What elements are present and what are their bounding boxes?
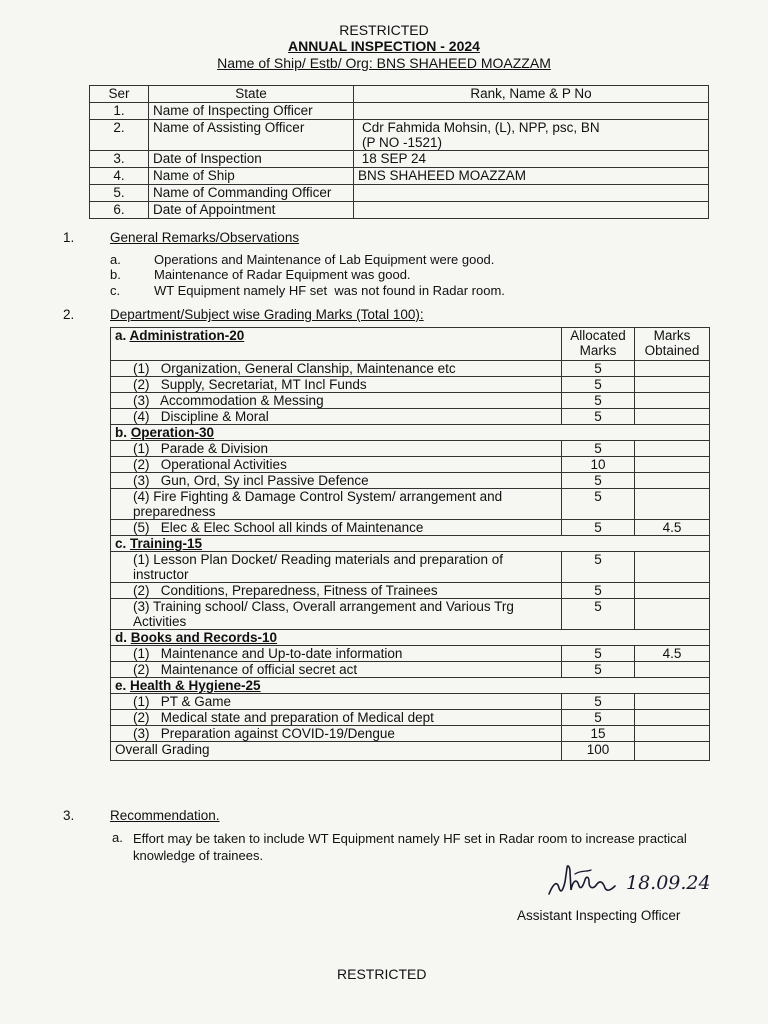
item-obtained	[635, 599, 710, 630]
info-ser: 1.	[90, 103, 149, 120]
info-value	[354, 202, 709, 219]
item-text: (2) Supply, Secretariat, MT Incl Funds	[111, 377, 562, 393]
info-state: Date of Inspection	[149, 151, 354, 168]
info-state: Name of Commanding Officer	[149, 185, 354, 202]
col-obtained-line1: Marks	[653, 328, 691, 343]
item-text: (3) Training school/ Class, Overall arrangement and Various Trg Activities	[111, 599, 562, 630]
col-allocated-line1: Allocated	[570, 328, 626, 343]
item-text: (1) Organization, General Clanship, Maintenance etc	[111, 361, 562, 377]
item-obtained	[635, 377, 710, 393]
remark-text: WT Equipment namely HF set was not found in Radar room.	[154, 283, 505, 298]
section-prefix: a.	[115, 328, 127, 343]
section2-number: 2.	[63, 307, 75, 322]
section-title: Administration-20	[129, 328, 245, 343]
item-obtained: 4.5	[635, 646, 710, 662]
item-obtained	[635, 662, 710, 678]
item-allocated: 5	[562, 583, 635, 599]
info-value	[354, 120, 709, 151]
info-ser: 6.	[90, 202, 149, 219]
grading-item-row	[111, 393, 710, 409]
signature-date: 18.09.24	[626, 872, 711, 894]
item-obtained	[635, 473, 710, 489]
item-allocated: 10	[562, 457, 635, 473]
signature-scribble	[545, 860, 630, 902]
section3-heading: Recommendation.	[110, 808, 220, 823]
section-title: Health & Hygiene-25	[130, 678, 261, 693]
section2-heading: Department/Subject wise Grading Marks (Total 100):	[110, 307, 424, 322]
item-allocated: 5	[562, 441, 635, 457]
info-row	[90, 120, 709, 151]
info-state: Name of Inspecting Officer	[149, 103, 354, 120]
item-allocated: 5	[562, 694, 635, 710]
info-table-header	[90, 86, 709, 103]
grading-item-row	[111, 599, 710, 630]
grading-item-row	[111, 694, 710, 710]
section-heading-training	[111, 536, 710, 552]
section-heading-books	[111, 630, 710, 646]
item-allocated: 5	[562, 361, 635, 377]
col-marks-obtained	[635, 328, 710, 361]
overall-label: Overall Grading	[111, 742, 562, 761]
info-row	[90, 151, 709, 168]
col-obtained-line2: Obtained	[644, 343, 700, 358]
grading-item-row	[111, 520, 710, 536]
section1-number: 1.	[63, 230, 75, 245]
info-row	[90, 168, 709, 185]
grading-item-row	[111, 646, 710, 662]
info-ser: 5.	[90, 185, 149, 202]
item-allocated: 5	[562, 409, 635, 425]
overall-allocated: 100	[562, 742, 635, 761]
remark-label: a.	[110, 252, 121, 267]
col-rank-name: Rank, Name & P No	[354, 86, 709, 103]
info-row	[90, 103, 709, 120]
item-obtained	[635, 552, 710, 583]
section-title: Books and Records-10	[130, 630, 278, 645]
section-heading-operation	[111, 425, 710, 441]
grading-item-row	[111, 361, 710, 377]
grading-section-row	[111, 425, 710, 441]
item-allocated: 5	[562, 473, 635, 489]
recommendation-label: a.	[112, 830, 123, 845]
item-text: (1) Parade & Division	[111, 441, 562, 457]
remark-text: Maintenance of Radar Equipment was good.	[154, 267, 411, 282]
item-text: (3) Gun, Ord, Sy incl Passive Defence	[111, 473, 562, 489]
info-row	[90, 202, 709, 219]
item-text: (4) Discipline & Moral	[111, 409, 562, 425]
item-allocated: 5	[562, 520, 635, 536]
grading-item-row	[111, 552, 710, 583]
col-ser: Ser	[90, 86, 149, 103]
grading-item-row	[111, 726, 710, 742]
info-ser: 2.	[90, 120, 149, 151]
overall-grading-row	[111, 742, 710, 761]
item-allocated: 5	[562, 662, 635, 678]
col-state: State	[149, 86, 354, 103]
col-allocated-marks	[562, 328, 635, 361]
item-text: (1) Maintenance and Up-to-date information	[111, 646, 562, 662]
item-obtained	[635, 393, 710, 409]
info-value	[354, 103, 709, 120]
grading-item-row	[111, 710, 710, 726]
item-text: (3) Accommodation & Messing	[111, 393, 562, 409]
info-value: BNS SHAHEED MOAZZAM	[354, 168, 709, 185]
item-allocated: 5	[562, 377, 635, 393]
grading-item-row	[111, 489, 710, 520]
grading-section-row	[111, 630, 710, 646]
item-text: (2) Operational Activities	[111, 457, 562, 473]
section-title: Operation-30	[130, 425, 215, 440]
item-obtained	[635, 457, 710, 473]
item-text: (3) Preparation against COVID-19/Dengue	[111, 726, 562, 742]
item-text: (2) Conditions, Preparedness, Fitness of Trainees	[111, 583, 562, 599]
recommendation-text: Effort may be taken to include WT Equipment namely HF set in Radar room to increase practical knowledge of trainees.	[133, 831, 687, 863]
item-obtained	[635, 489, 710, 520]
section-title: Training-15	[130, 536, 203, 551]
item-allocated: 5	[562, 599, 635, 630]
section3-number: 3.	[63, 808, 75, 823]
item-allocated: 5	[562, 489, 635, 520]
grading-section-row	[111, 536, 710, 552]
remark-label: c.	[110, 283, 121, 298]
grading-section-row	[111, 678, 710, 694]
remark-text: Operations and Maintenance of Lab Equipment were good.	[154, 252, 495, 267]
grading-item-row	[111, 583, 710, 599]
item-obtained	[635, 726, 710, 742]
item-obtained	[635, 583, 710, 599]
item-obtained	[635, 710, 710, 726]
item-allocated: 5	[562, 646, 635, 662]
item-text: (1) PT & Game	[111, 694, 562, 710]
item-text: (5) Elec & Elec School all kinds of Maintenance	[111, 520, 562, 536]
section1-heading: General Remarks/Observations	[110, 230, 300, 245]
info-value-line2: (P NO -1521)	[362, 135, 443, 150]
item-obtained	[635, 441, 710, 457]
item-text: (2) Medical state and preparation of Medical dept	[111, 710, 562, 726]
info-state: Name of Ship	[149, 168, 354, 185]
item-allocated: 5	[562, 393, 635, 409]
grading-item-row	[111, 409, 710, 425]
item-allocated: 15	[562, 726, 635, 742]
classification-top: RESTRICTED	[339, 22, 429, 38]
section-prefix: e.	[115, 678, 127, 693]
grading-section-row	[111, 328, 710, 361]
info-table	[89, 85, 709, 219]
section-heading-health	[111, 678, 710, 694]
grading-item-row	[111, 473, 710, 489]
document-title: ANNUAL INSPECTION - 2024	[288, 38, 480, 54]
col-allocated-line2: Marks	[579, 343, 617, 358]
grading-item-row	[111, 662, 710, 678]
item-text: (4) Fire Fighting & Damage Control System/ arrangement and preparedness	[111, 489, 562, 520]
grading-item-row	[111, 457, 710, 473]
grading-item-row	[111, 377, 710, 393]
item-text: (2) Maintenance of official secret act	[111, 662, 562, 678]
item-allocated: 5	[562, 710, 635, 726]
item-obtained	[635, 361, 710, 377]
item-text: (1) Lesson Plan Docket/ Reading materials and preparation of instructor	[111, 552, 562, 583]
remark-label: b.	[110, 267, 121, 282]
classification-bottom: RESTRICTED	[337, 966, 427, 982]
item-obtained: 4.5	[635, 520, 710, 536]
grading-table	[110, 327, 710, 761]
item-obtained	[635, 409, 710, 425]
item-allocated: 5	[562, 552, 635, 583]
info-state: Date of Appointment	[149, 202, 354, 219]
overall-obtained	[635, 742, 710, 761]
info-state: Name of Assisting Officer	[149, 120, 354, 151]
signatory-title: Assistant Inspecting Officer	[517, 908, 681, 923]
grading-item-row	[111, 441, 710, 457]
section-prefix: b.	[115, 425, 127, 440]
section-prefix: c.	[115, 536, 127, 551]
organization-line: Name of Ship/ Estb/ Org: BNS SHAHEED MOAZZAM	[217, 55, 551, 71]
info-value	[354, 185, 709, 202]
info-row	[90, 185, 709, 202]
section-heading-admin	[111, 328, 562, 361]
info-value: 18 SEP 24	[354, 151, 709, 168]
info-ser: 4.	[90, 168, 149, 185]
info-ser: 3.	[90, 151, 149, 168]
section-prefix: d.	[115, 630, 127, 645]
info-value-line1: Cdr Fahmida Mohsin, (L), NPP, psc, BN	[362, 120, 600, 135]
item-obtained	[635, 694, 710, 710]
